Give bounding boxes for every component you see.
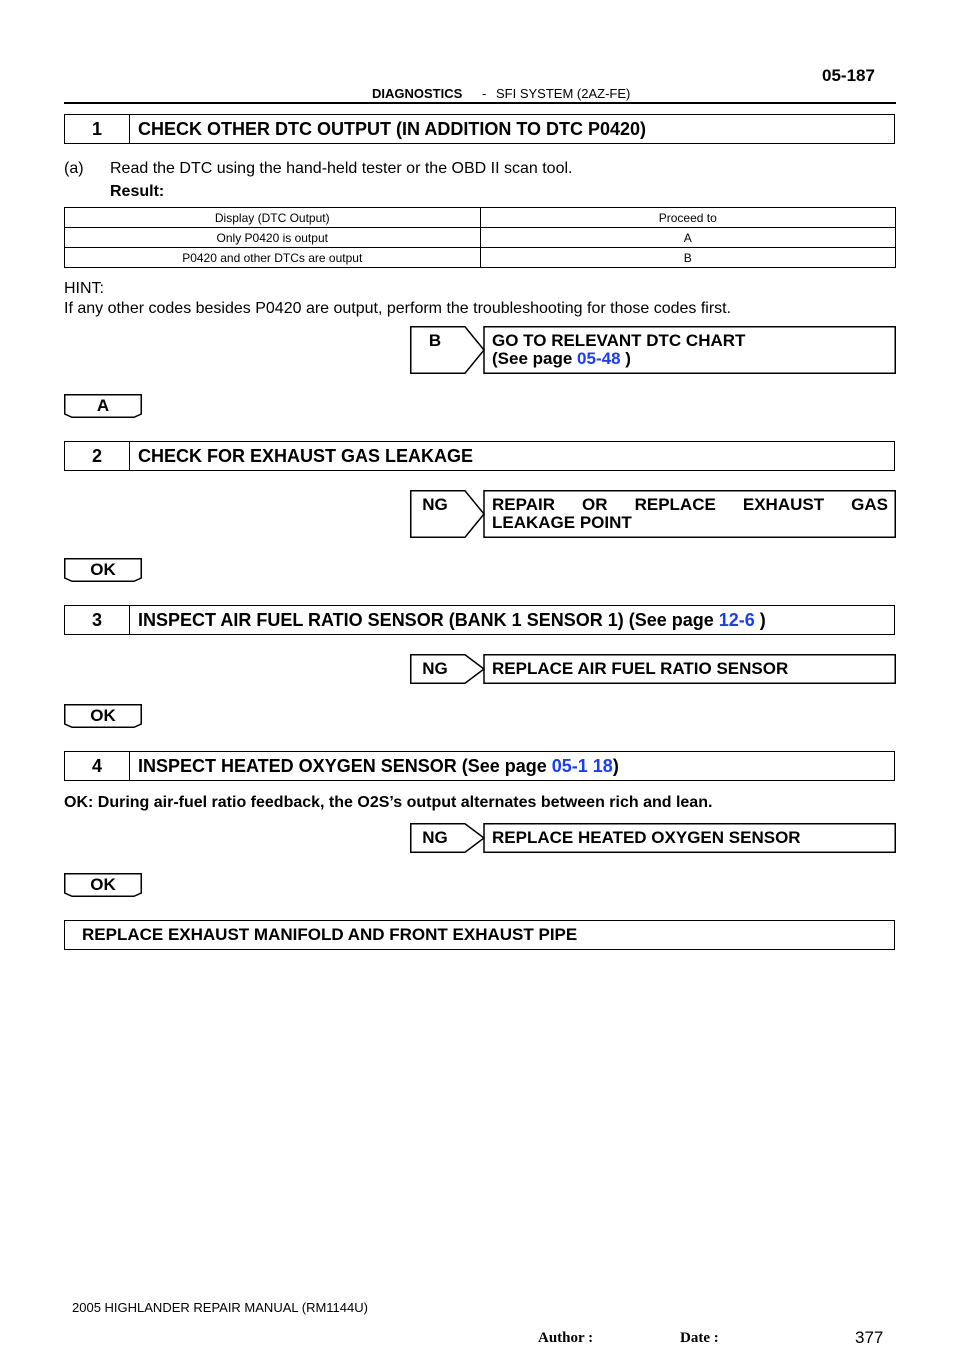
table-cell: P0420 and other DTCs are output [65, 248, 481, 268]
branch-ng-box [410, 490, 896, 538]
hint-text: If any other codes besides P0420 are output, perform the troubleshooting for those codes first. [64, 300, 732, 317]
step-3-title [138, 606, 766, 634]
branch-action-line: GO TO RELEVANT DTC CHART [492, 331, 746, 350]
header-section: DIAGNOSTICS [372, 86, 463, 101]
result-table [64, 207, 896, 268]
step-4-title-text: INSPECT HEATED OXYGEN SENSOR (See page [138, 756, 552, 776]
table-header-cell: Display (DTC Output) [65, 208, 481, 228]
step-2-box [64, 441, 895, 471]
header-page-code: 05-187 [822, 66, 875, 85]
branch-action [492, 332, 888, 368]
branch-code: NG [422, 828, 448, 847]
footer-date-label: Date : [680, 1330, 719, 1346]
branch-action: REPLACE AIR FUEL RATIO SENSOR [492, 659, 789, 678]
branch-code: NG [422, 659, 448, 678]
branch-action-text: ) [620, 349, 631, 368]
step-4-box [64, 751, 895, 781]
final-action-title: REPLACE EXHAUST MANIFOLD AND FRONT EXHAUST PIPE [82, 925, 578, 944]
footer-manual-title: 2005 HIGHLANDER REPAIR MANUAL (RM1144U) [72, 1300, 368, 1315]
step-3-title-suffix: ) [754, 610, 766, 630]
branch-ng-box [410, 654, 896, 684]
branch-code: NG [422, 495, 448, 514]
step-2-number: 2 [65, 442, 130, 470]
branch-b-box [410, 326, 896, 374]
step-1-number: 1 [65, 115, 130, 143]
branch-ng-box [410, 823, 896, 853]
tab-label: OK [90, 706, 116, 725]
step-4-title-suffix: ) [612, 756, 619, 776]
header-separator: - [482, 86, 487, 101]
branch-code: B [428, 331, 442, 350]
table-cell: Only P0420 is output [65, 228, 481, 248]
branch-action-line: REPAIR OR REPLACE EXHAUST GAS [492, 495, 888, 514]
branch-action: REPLACE HEATED OXYGEN SENSOR [492, 828, 801, 847]
tab-ok [64, 704, 142, 726]
step-1-box [64, 114, 895, 144]
footer-page-number: 377 [855, 1328, 884, 1347]
result-label: Result: [110, 183, 165, 200]
step-1-instruction-label: (a) [64, 160, 84, 177]
branch-action-text: (See page [492, 349, 578, 368]
step-4-title [138, 752, 619, 780]
page-link-12-6[interactable]: 12-6 [718, 610, 755, 630]
branch-action-line: LEAKAGE POINT [492, 513, 632, 532]
tab-label: OK [90, 560, 116, 579]
footer-author-label: Author : [538, 1330, 594, 1346]
hint-label: HINT: [64, 280, 104, 297]
table-header-cell: Proceed to [480, 208, 896, 228]
tab-label: A [96, 396, 110, 415]
step-3-box [64, 605, 895, 635]
header-subsection: SFI SYSTEM (2AZ-FE) [496, 86, 631, 101]
final-action-box [64, 920, 895, 950]
table-cell: B [480, 248, 896, 268]
tab-label: OK [90, 875, 116, 894]
table-row [65, 228, 896, 248]
step-1-instruction: Read the DTC using the hand-held tester or the OBD II scan tool. [110, 160, 573, 177]
tab-a [64, 394, 142, 416]
header-rule [64, 102, 896, 104]
step-4-number: 4 [65, 752, 130, 780]
tab-ok [64, 558, 142, 580]
step-3-title-text: INSPECT AIR FUEL RATIO SENSOR (BANK 1 SENSOR 1) (See page [138, 610, 719, 630]
branch-action-line [492, 350, 888, 368]
step-1-title: CHECK OTHER DTC OUTPUT (IN ADDITION TO DTC P0420) [138, 119, 647, 139]
table-cell: A [480, 228, 896, 248]
tab-ok [64, 873, 142, 895]
ok-criteria: OK: During air-fuel ratio feedback, the O2S’s output alternates between rich and lean. [64, 794, 713, 811]
table-header-row [65, 208, 896, 228]
branch-action [492, 496, 888, 532]
page-link-05-48[interactable]: 05-48 [577, 349, 621, 368]
page-link-05-118[interactable]: 05-1 18 [551, 756, 613, 776]
step-3-number: 3 [65, 606, 130, 634]
table-row [65, 248, 896, 268]
step-2-title: CHECK FOR EXHAUST GAS LEAKAGE [138, 446, 474, 466]
